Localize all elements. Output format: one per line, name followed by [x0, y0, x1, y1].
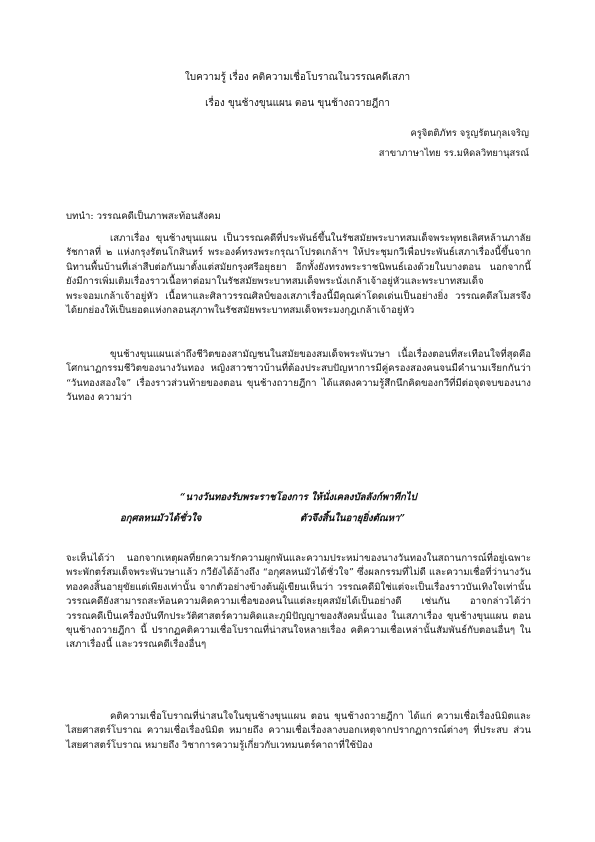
document-subtitle: เรื่อง ขุนช้างขุนแผน ตอน ขุนช้างถวายฎีกา — [205, 98, 390, 109]
section-heading: บทนำ: วรรณคดีเป็นภาพสะท้อนสังคม — [66, 211, 221, 222]
poem-quote-line-2b: ตัวจึงสิ้นในอายุยิ่งตัณหา” — [300, 513, 406, 524]
document-title: ใบความรู้ เรื่อง คติความเชื่อโบราณในวรรณคดีเสภา — [184, 72, 411, 83]
author-block — [379, 124, 529, 164]
paragraph-analysis: จะเห็นได้ว่า นอกจากเหตุผลที่ยกความรักความผูกพันและความประหม่าของนางวันทองในสถานการณ์ที่อยู่เฉพาะพระพักตร์สมเด็จพระพันวษาแล้ว กวียังได้อ้างถึง “อกุศลหนมัวได้ชั่วใจ” ซึ่งผลกรรมที่ไม่ดี และความเชื่อที่ว่านางวันทองคงสิ้นอายุขัยแต่เพียงเท่านั้น จากตัวอย่างข้างต้นผู้เขียนเห็นว่า วรรณคดีมิใช่แต่จะเป็นเรื่องราวบันเทิงใจเท่านั้น วรรณคดียังสามารถสะท้อนความคิดความเชื่อของคนในแต่ละยุคสมัยได้เป็นอย่างดี เช่นกัน อาจกล่าวได้ว่า วรรณคดีเป็นเครื่องบันทึกประวัติศาสตร์ความคิดและภูมิปัญญาของสังคมนั้นเอง ในเสภาเรื่อง ขุนช้างขุนแผน ตอน ขุนช้างถวายฎีกา นี้ ปรากฏคติความเชื่อโบราณที่น่าสนใจหลายเรื่อง คติความเชื่อเหล่านั้นสัมพันธ์กับตอนอื่นๆ ในเสภาเรื่องนี้ และวรรณคดีเรื่องอื่นๆ — [66, 553, 531, 651]
poem-quote-line-1: “นางวันทองรับพระราชโองการ ให้นั่งเคลงบัลลังก์พาทีกไป — [180, 492, 417, 503]
author-affiliation: สาขาภาษาไทย รร.มหิดลวิทยานุสรณ์ — [378, 148, 529, 159]
paragraph-intro: เสภาเรื่อง ขุนช้างขุนแผน เป็นวรรณคดีที่ประพันธ์ขึ้นในรัชสมัยพระบาทสมเด็จพระพุทธเลิศหล้านภาลัย รัชกาลที่ ๒ แห่งกรุงรัตนโกสินทร์ พระองค์ทรงพระกรุณาโปรดเกล้าฯ ให้ประชุมกวีเพื่อประพันธ์เสภาเรื่องนี้ขึ้นจากนิทานพื้นบ้านที่เล่าสืบต่อกันมาตั้งแต่สมัยกรุงศรีอยุธยา อีกทั้งยังทรงพระราชนิพนธ์เองด้วยในบางตอน นอกจากนี้ ยังมีการเพิ่มเติมเรื่องราวเนื้อหาต่อมาในรัชสมัยพระบาทสมเด็จพระนั่งเกล้าเจ้าอยู่หัวและพระบาทสมเด็จพระจอมเกล้าเจ้าอยู่หัว เนื้อหาและศิลาวรรณศิลป์ของเสภาเรื่องนี้มีคุณค่าโดดเด่นเป็นอย่างยิ่ง วรรณคดีสโมสรจึงได้ยกย่องให้เป็นยอดแห่งกลอนสุภาพในรัชสมัยพระบาทสมเด็จพระมงกุฎเกล้าเจ้าอยู่หัว — [66, 233, 531, 316]
paragraph-story: ขุนช้างขุนแผนเล่าถึงชีวิตของสามัญชนในสมัยของสมเด็จพระพันวษา เนื้อเรื่องตอนที่สะเทือนใจที่สุดคือ โศกนาฏกรรมชีวิตของนางวันทอง หญิงสาวชาวบ้านที่ต้องประสบปัญหาการมีคู่ครองสองคนจนมีคำนามเรียกกันว่า “วันทองสองใจ” เรื่องราวส่วนท้ายของตอน ขุนช้างถวายฎีกา ได้แสดงความรู้สึกนึกคิดของกวีที่มีต่อจุดจบของนางวันทอง ความว่า — [66, 349, 531, 404]
poem-quote-line-2a: อกุศลหนมัวได้ชั่วใจ — [120, 513, 202, 524]
paragraph-beliefs: คติความเชื่อโบราณที่น่าสนใจในขุนช้างขุนแผน ตอน ขุนช้างถวายฎีกา ได้แก่ ความเชื่อเรื่องนิมิตและไสยศาสตร์โบราณ ความเชื่อเรื่องนิมิต หมายถึง ความเชื่อเรื่องลางบอกเหตุจากปรากฏการณ์ต่างๆ ที่ประสบ ส่วนไสยศาสตร์โบราณ หมายถึง วิชาการความรู้เกี่ยวกับเวทมนตร์คาถาที่ใช้ป้อง — [66, 711, 531, 751]
author-name: ครูจิตติภัทร จรูญรัตนกุลเจริญ — [410, 128, 529, 139]
